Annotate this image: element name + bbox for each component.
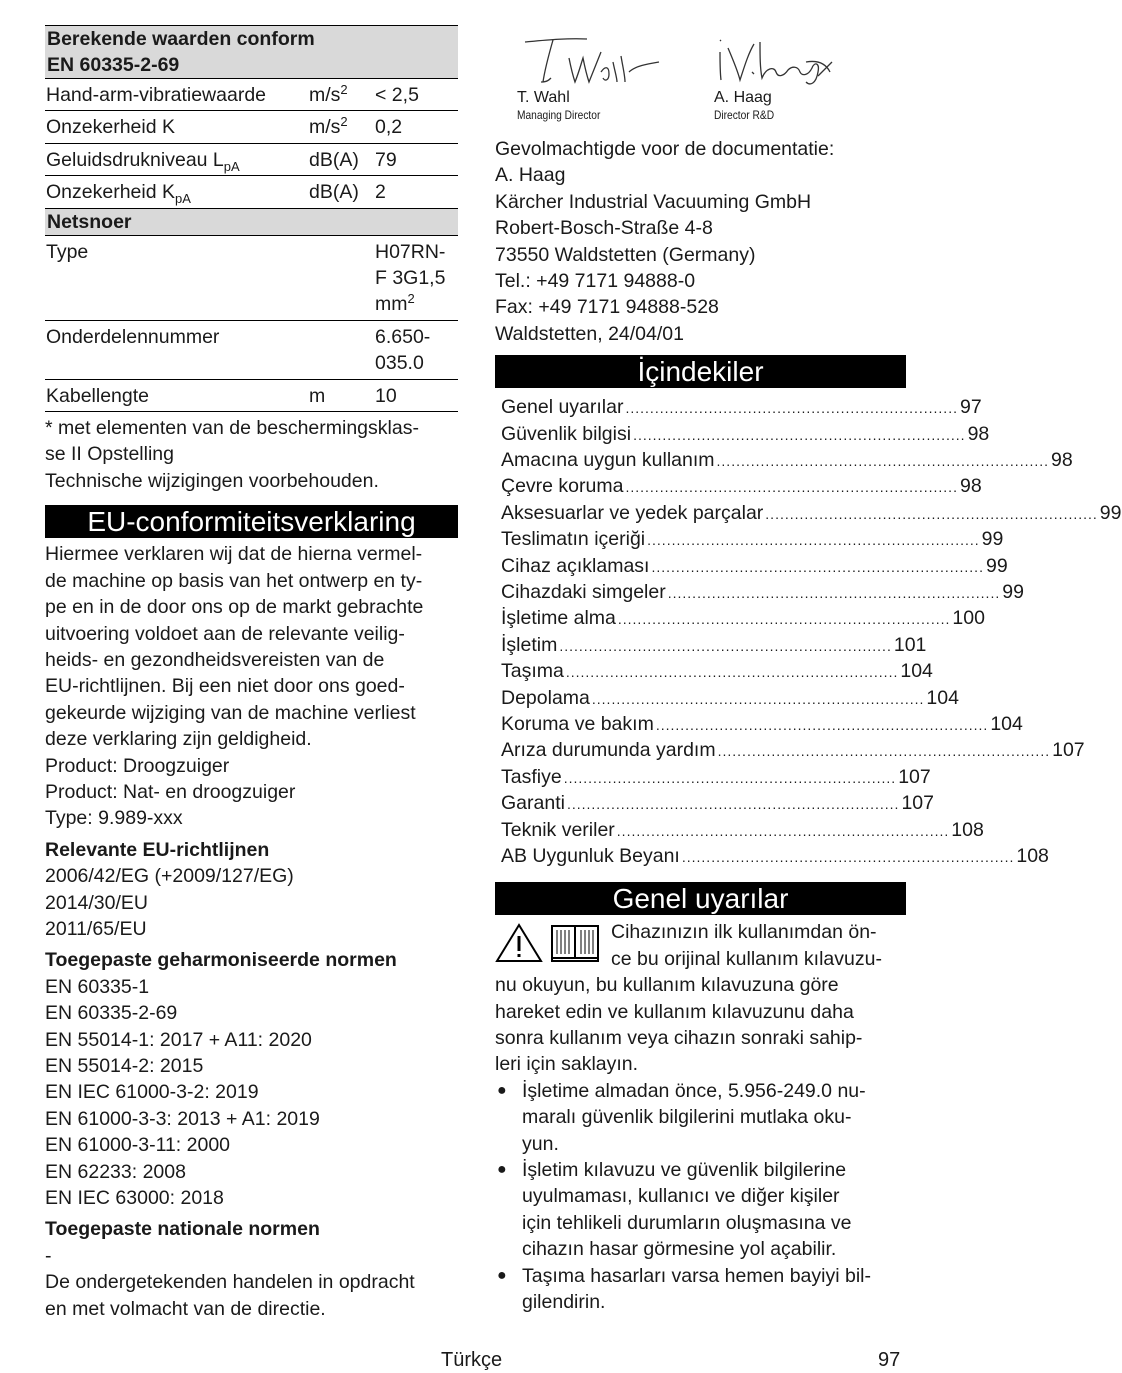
protection-class-note: * met elementen van de beschermingsklas- se II Opstelling Technische wijzigingen voorbehouden. — [45, 415, 458, 494]
spec-row — [45, 79, 458, 111]
spec-label: Hand-arm-vibratiewaarde — [46, 84, 267, 106]
spec-table — [45, 25, 458, 412]
spec-unit — [309, 239, 375, 318]
toc-item[interactable]: Aksesuarlar ve yedek parçalar .................................................................... 99 — [501, 501, 1122, 524]
product-line: Product: Droogzuiger — [45, 754, 230, 777]
signatures — [495, 32, 906, 144]
toc-item[interactable]: Garanti .................................................................... 107 — [501, 792, 934, 815]
spec-value: 10 — [375, 384, 397, 407]
harmonised-standards-list: EN 60335-1 EN 60335-2-69 EN 55014-1: 2017 + A11: 2020 EN 55014-2: 2015 EN IEC 61000-3-2: 2019 EN 61000-3-3: 2013 + A1: 2019 EN 61000-3-11: 2000 EN 62233: 2008 EN IEC 63000: 2018 — [45, 975, 320, 1210]
spec-unit: m — [309, 384, 326, 407]
spec-value: 0,2 — [375, 116, 403, 139]
toc-item[interactable]: Taşıma .................................................................... 104 — [501, 660, 933, 683]
list-item: ● İşletim kılavuzu ve güvenlik bilgilerine uyulmaması, kullanıcı ve diğer kişiler için tehlikeli durumların oluşmasına ve cihazın hasar görmesine yol açabilir. — [495, 1157, 906, 1263]
toc-item[interactable]: Koruma ve bakım .................................................................... 104 — [501, 712, 1023, 735]
spec-unit: dB(A) — [309, 181, 359, 204]
table-of-contents — [501, 394, 1122, 869]
toc-item[interactable]: Güvenlik bilgisi .................................................................... 98 — [501, 422, 990, 445]
toc-item[interactable]: Teslimatın içeriği .................................................................... 99 — [501, 528, 1004, 551]
spec-value: 2 — [375, 181, 386, 204]
eu-declaration-heading: EU-conformiteitsverklaring — [45, 505, 458, 538]
signatory-name: T. Wahl — [517, 89, 570, 106]
signature-block — [517, 32, 667, 122]
intro-text: Cihazınızın ilk kullanımdan ön- — [611, 921, 877, 944]
spec-row — [45, 176, 458, 208]
footer-language: Türkçe — [441, 1349, 503, 1371]
spec-unit: dB(A) — [309, 148, 359, 171]
spec-row — [45, 111, 458, 143]
handwritten-signature-wahl — [517, 32, 667, 88]
signatory-title: Managing Director — [517, 108, 601, 122]
spec-unit: $m/s^2$ — [309, 82, 348, 106]
spec-row — [45, 236, 458, 321]
directives-list: 2006/42/EG (+2009/127/EG) 2014/30/EU 2011/65/EU — [45, 865, 294, 940]
toc-item[interactable]: Teknik veriler .................................................................... 108 — [501, 818, 984, 841]
toc-item[interactable]: İşletim .................................................................... 101 — [501, 633, 927, 656]
spec-header-line: EN 60335-2-69 — [47, 54, 180, 76]
toc-item[interactable]: İşletime alma .................................................................... 100 — [501, 607, 985, 630]
directives-heading: Relevante EU-richtlijnen — [45, 838, 270, 861]
spec-value: 6.650- 035.0 — [375, 325, 431, 375]
general-warnings-heading: Genel uyarılar — [495, 882, 906, 915]
spec-label: Onzekerheid K — [46, 116, 175, 139]
footer-page-number: 97 — [878, 1349, 901, 1371]
closing-statement: De ondergetekenden handelen in opdracht en met volmacht van de directie. — [45, 1271, 415, 1320]
spec-row — [45, 144, 458, 176]
national-standards-value: - — [45, 1244, 52, 1267]
list-item: ● Taşıma hasarları varsa hemen bayiyi bil- gilendirin. — [495, 1263, 906, 1316]
spec-header-line: Berekende waarden conform — [47, 28, 315, 50]
toc-item[interactable]: Cihaz açıklaması .................................................................... 99 — [501, 554, 1008, 577]
warning-triangle-icon — [495, 923, 543, 963]
eu-declaration-body: Hiermee verklaren wij dat de hierna vermel- de machine op basis van het ontwerp en ty- pe en in de door ons op de markt gebrachte uitvoering voldoet aan de relevante veilig- heids- en gezondheidsvereisten van de EU-richtlijnen. Bij een niet door ons goed- gekeurde wijziging van de machine verliest deze verklaring zijn geldigheid. Product: Droogzuiger Product: Nat- en droogzuiger Type: 9.989-xxx — [45, 541, 458, 831]
spec-label: Type — [46, 240, 89, 263]
national-standards-heading: Toegepaste nationale normen — [45, 1218, 320, 1241]
signature-block — [714, 32, 864, 122]
spec-label: Onderdelennummer — [46, 325, 220, 348]
spec-label: Geluidsdrukniveau $L_{pA}$ — [46, 148, 240, 174]
spec-value: 79 — [375, 148, 397, 171]
toc-item[interactable]: Tasfiye .................................................................... 107 — [501, 765, 931, 788]
spec-label: Onzekerheid $K_{pA}$ — [46, 181, 191, 207]
handwritten-signature-haag — [714, 32, 864, 88]
product-line: Product: Nat- en droogzuiger — [45, 780, 296, 803]
warning-icons — [495, 923, 607, 967]
harmonised-standards-heading: Toegepaste geharmoniseerde normen — [45, 949, 397, 972]
toc-item[interactable]: Arıza durumunda yardım .................................................................... 107 — [501, 739, 1085, 762]
spec-value: H07RN- F 3G1,5 $mm^2$ — [375, 240, 446, 316]
spec-row — [45, 380, 458, 412]
spec-row — [45, 321, 458, 380]
toc-item[interactable]: AB Uygunluk Beyanı .................................................................... 108 — [501, 844, 1049, 867]
spec-header-calculated — [45, 26, 458, 79]
technical-changes-note: Technische wijzigingen voorbehouden. — [45, 469, 379, 492]
type-line: Type: 9.989-xxx — [45, 807, 183, 830]
toc-heading: İçindekiler — [495, 355, 906, 388]
toc-item[interactable]: Cihazdaki simgeler .................................................................... 99 — [501, 580, 1024, 603]
read-manual-book-icon — [549, 923, 601, 963]
spec-label: Kabellengte — [46, 384, 150, 407]
spec-value: < 2,5 — [375, 84, 419, 106]
intro-text: ce bu orijinal kullanım kılavuzu- — [611, 947, 882, 970]
list-item: ● İşletime almadan önce, 5.956-249.0 nu- maralı güvenlik bilgilerini mutlaka oku- yun. — [495, 1078, 906, 1157]
toc-item[interactable]: Çevre koruma .................................................................... 98 — [501, 475, 982, 498]
signatory-title: Director R&D — [714, 108, 775, 122]
general-warnings-section: Cihazınızın ilk kullanımdan ön- ce bu orijinal kullanım kılavuzu- nu okuyun, bu kullanım kılavuzuna göre hareket edin ve kullanım kılavuzunu daha sonra kullanım veya cihazın sonraki sahip- leri için saklayın. ● İşletime almadan önce, 5.956-249.0 nu- maralı güvenlik bilgilerini mutlaka oku- yun. ● İşletim kılavuzu ve güvenlik bilgilerine uyulmaması, kullanıcı ve diğer kişiler için tehlikeli durumların oluşmasına ve cihazın hasar görmesine yol açabilir. ● Taşıma hasarları varsa hemen bayiyi bil- gilendirin. — [495, 919, 906, 1315]
left-column — [45, 25, 458, 1322]
warnings-list — [495, 1078, 906, 1316]
documentation-contact: Gevolmachtigde voor de documentatie: A. Haag Kärcher Industrial Vacuuming GmbH Robert-Bosch-Straße 4-8 73550 Waldstetten (Germany) Tel.: +49 7171 94888-0 Fax: +49 7171 94888-528 Waldstetten, 24/04/01 — [495, 138, 835, 345]
right-column — [495, 32, 1122, 1315]
toc-item[interactable]: Depolama .................................................................... 104 — [501, 686, 959, 709]
spec-unit: $m/s^2$ — [309, 114, 348, 139]
toc-item[interactable]: Amacına uygun kullanım .................................................................... 98 — [501, 449, 1073, 472]
signatory-name: A. Haag — [714, 89, 772, 106]
spec-unit — [309, 324, 375, 377]
spec-header-cord: Netsnoer — [45, 209, 458, 236]
toc-item[interactable]: Genel uyarılar .................................................................... 97 — [501, 396, 982, 419]
